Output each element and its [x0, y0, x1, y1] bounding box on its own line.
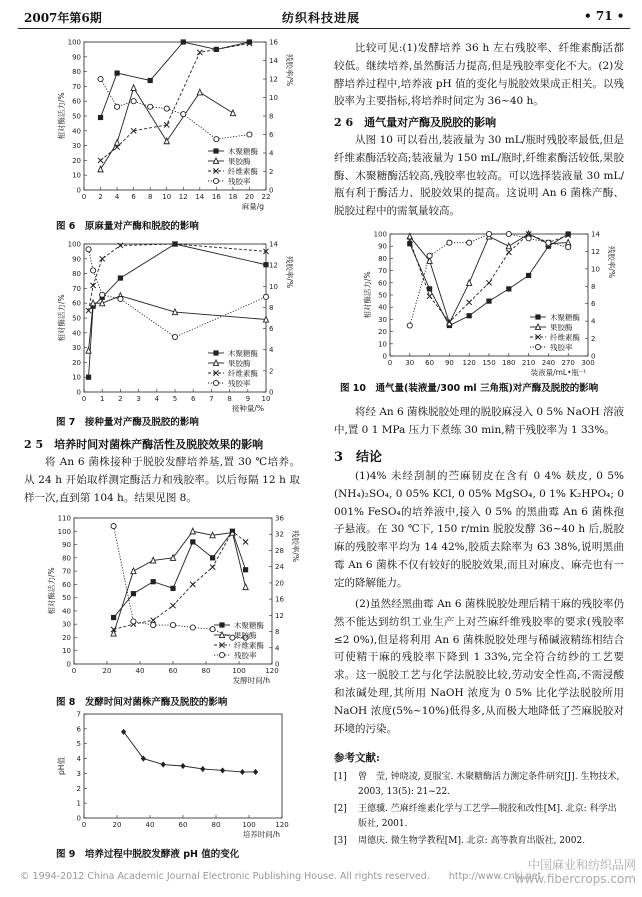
data-point	[181, 112, 186, 117]
data-point	[118, 275, 123, 280]
data-point	[467, 300, 472, 305]
data-point	[230, 110, 235, 116]
copyright-footer: © 1994-2012 China Academic Journal Electronic Publishing House. All rights reserved. http://www.cnki.net	[20, 871, 542, 882]
naoh-treatment: 将经 An 6 菌株脱胶处理的脱胶麻浸入 0 5% NaOH 溶液中,置 0 1 MPa 压力下煮练 30 min,精干残胶率为 1 33%。	[334, 406, 624, 436]
data-point	[114, 104, 119, 109]
data-point	[91, 283, 96, 288]
y2-tick-label: 0	[269, 388, 274, 397]
data-point	[210, 555, 215, 560]
data-point	[86, 247, 91, 252]
legend-marker	[213, 178, 218, 183]
y-tick-label: 110	[57, 514, 71, 523]
legend-label: 残胶率	[228, 379, 251, 388]
section-2-6-title: 2 6 通气量对产酶及脱胶的影响	[334, 116, 497, 129]
y-tick-label: 60	[72, 97, 81, 106]
x-tick-label: 4	[154, 395, 160, 403]
data-point	[263, 262, 268, 267]
data-point	[111, 615, 116, 620]
data-point	[181, 39, 186, 44]
x-tick-label: 60	[178, 821, 188, 829]
y-tick-label: 100	[373, 230, 387, 239]
conclusion-1: (1)4% 未经刮制的苎麻韧皮在含有 0 4% 麸皮, 0 5%(NH₄)₂SO₄, 0 05% KCl, 0 05% MgSO₄, 0 1% K₂HPO₄; 0 001% FeSO₄的培养液中,接入 0 5% 的黑曲霉 An 6 菌株孢子悬液。在 30 ℃下, 150 r/min 脱胶发酵 36~40 h 后,脱胶麻的残胶率平均为 14 42%,胶质去除率为 63 38%,说明黑曲霉 An 6 菌株不仅有较好的脱胶效果,而且对麻皮、麻壳也有一定的降解能力。	[334, 470, 624, 589]
y-tick-label: 100	[67, 38, 81, 47]
caption-fig8: 图 8 发酵时间对菌株产酶及脱胶的影响	[56, 697, 228, 708]
data-point	[118, 296, 123, 301]
legend-label: 残胶率	[234, 651, 257, 660]
y2-axis-label: 残胶率/%	[285, 53, 294, 87]
legend-label: 残胶率	[228, 177, 251, 186]
data-point	[98, 158, 103, 163]
data-point	[100, 256, 105, 261]
data-point	[210, 565, 215, 570]
y-tick-label: 6	[76, 725, 81, 734]
data-point	[200, 766, 205, 772]
x-tick-label: 120	[462, 359, 476, 367]
data-point	[148, 104, 153, 109]
y-tick-label: 1	[76, 799, 81, 808]
y-tick-label: 60	[62, 580, 71, 589]
legend-marker	[213, 380, 218, 385]
data-point	[170, 622, 175, 627]
x-axis-label: 培养时间/h	[242, 830, 280, 839]
y-tick-label: 100	[67, 240, 81, 249]
references-title: 参考文献:	[334, 752, 380, 764]
data-point	[190, 539, 195, 544]
data-point	[526, 273, 531, 278]
series-line	[101, 88, 233, 169]
y2-tick-label: 4	[269, 346, 274, 355]
data-point	[506, 250, 511, 255]
reference-item: [1] 曾 莹, 钟晓凌, 夏服宝. 木聚糖酶活力测定条件研究[J]. 生物技术, 2003, 13(5): 21~22.	[334, 772, 620, 797]
y-tick-label: 10	[72, 171, 81, 180]
y2-tick-label: 2	[591, 335, 596, 344]
y-tick-label: 20	[378, 328, 387, 337]
data-point	[98, 115, 103, 120]
data-point	[180, 763, 185, 769]
legend-marker	[219, 652, 224, 657]
y2-tick-label: 14	[269, 240, 278, 249]
y-tick-label: 100	[57, 527, 71, 536]
y2-tick-label: 6	[269, 131, 274, 139]
chart-fig10	[362, 228, 614, 378]
y-axis-label: 相对酶活力/%	[363, 271, 372, 319]
y2-tick-label: 16	[275, 595, 284, 604]
x-tick-label: 0	[387, 359, 393, 367]
series-line	[101, 42, 250, 117]
data-point	[131, 99, 136, 104]
x-axis-label: 装液量/mL•瓶⁻¹	[530, 368, 586, 377]
legend-label: 纤维素酶	[234, 641, 264, 650]
x-tick-label: 80	[201, 667, 211, 675]
data-point	[243, 567, 248, 572]
data-point	[172, 334, 177, 339]
chart-fig6	[56, 36, 292, 212]
y2-tick-label: 8	[275, 628, 280, 637]
legend-marker	[213, 148, 218, 153]
series-line	[114, 531, 246, 629]
y2-tick-label: 0	[269, 186, 274, 195]
y2-tick-label: 10	[591, 265, 600, 274]
legend-label: 果胶酶	[228, 359, 251, 368]
x-tick-label: 6	[131, 193, 136, 201]
x-tick-label: 60	[168, 667, 178, 675]
y-tick-label: 40	[72, 127, 81, 136]
legend-label: 纤维素酶	[550, 333, 580, 342]
x-tick-label: 80	[211, 821, 221, 829]
data-point	[263, 294, 268, 299]
data-point	[190, 582, 195, 587]
y-tick-label: 0	[66, 660, 71, 669]
x-tick-label: 16	[211, 193, 221, 201]
data-point	[164, 106, 169, 111]
x-tick-label: 300	[581, 359, 595, 367]
y-tick-label: 40	[62, 607, 71, 616]
y2-tick-label: 14	[269, 57, 278, 65]
y2-tick-label: 10	[269, 282, 278, 291]
series-line	[410, 234, 568, 323]
series-line	[124, 732, 256, 772]
y-tick-label: 40	[72, 329, 81, 338]
data-point	[220, 767, 225, 773]
legend-marker	[213, 350, 218, 355]
y2-tick-label: 6	[269, 325, 274, 334]
data-point	[131, 85, 136, 91]
x-tick-label: 3	[136, 395, 141, 403]
x-axis-label: 麻量/g	[241, 202, 264, 211]
y-tick-label: 0	[382, 352, 387, 361]
data-point	[467, 280, 472, 286]
legend-label: 纤维素酶	[228, 369, 258, 378]
y-tick-label: 20	[72, 156, 81, 165]
y2-tick-label: 24	[275, 563, 284, 572]
data-point	[447, 240, 452, 245]
x-tick-label: 1	[99, 395, 105, 403]
data-point	[546, 240, 551, 245]
x-tick-label: 8	[227, 395, 232, 403]
y-tick-label: 0	[76, 186, 81, 195]
caption-fig9: 图 9 培养过程中脱胶发酵液 pH 值的变化	[56, 849, 240, 860]
series-line	[101, 43, 250, 160]
y2-tick-label: 4	[275, 644, 280, 653]
data-point	[86, 375, 91, 380]
y-tick-label: 60	[72, 299, 81, 308]
data-point	[506, 286, 511, 291]
y-axis-label: 相对酶活力/%	[57, 294, 66, 342]
section-2-5-title: 2 5 培养时间对菌株产酶活性及脱胶效果的影响	[24, 438, 264, 451]
y2-tick-label: 0	[275, 660, 280, 669]
legend-label: 果胶酶	[228, 157, 251, 166]
data-point	[486, 280, 491, 285]
data-point	[197, 50, 202, 55]
y-tick-label: 30	[72, 344, 81, 353]
data-point	[427, 286, 432, 291]
data-point	[407, 323, 412, 328]
y-tick-label: 90	[72, 255, 81, 264]
x-tick-label: 10	[261, 395, 271, 403]
y-tick-label: 7	[76, 710, 81, 719]
x-tick-label: 10	[162, 193, 172, 201]
data-point	[486, 299, 491, 304]
x-tick-label: 7	[209, 395, 214, 403]
y-tick-label: 10	[378, 340, 387, 349]
y2-tick-label: 16	[269, 38, 278, 47]
x-tick-label: 5	[172, 395, 178, 403]
data-point	[214, 137, 219, 142]
y2-tick-label: 10	[269, 94, 278, 102]
page-number: • 71 •	[584, 9, 625, 23]
legend-marker	[219, 622, 224, 627]
header-rule	[18, 28, 630, 29]
x-tick-label: 30	[405, 359, 415, 367]
chart-fig8	[46, 512, 298, 686]
x-tick-label: 20	[112, 821, 122, 829]
x-tick-label: 9	[245, 395, 251, 403]
y-tick-label: 50	[72, 314, 81, 323]
y2-tick-label: 2	[269, 168, 274, 176]
x-tick-label: 120	[275, 821, 289, 829]
watermark: 中国麻业和纺织品网 www.fibercrops.com	[514, 858, 636, 886]
legend-label: 木聚糖酶	[234, 621, 264, 630]
y-tick-label: 0	[76, 814, 81, 823]
x-tick-label: 4	[114, 193, 120, 201]
x-tick-label: 8	[147, 193, 153, 201]
y2-tick-label: 8	[591, 282, 596, 291]
y-tick-label: 20	[72, 358, 81, 367]
x-tick-label: 90	[444, 359, 454, 367]
x-tick-label: 0	[81, 193, 87, 201]
x-tick-label: 40	[145, 821, 155, 829]
y-tick-label: 30	[72, 142, 81, 151]
data-point	[170, 603, 175, 608]
series-line	[89, 296, 266, 351]
legend-label: 果胶酶	[234, 631, 257, 640]
x-tick-label: 20	[102, 667, 112, 675]
x-tick-label: 270	[561, 359, 575, 367]
data-point	[486, 231, 491, 236]
y2-tick-label: 14	[591, 230, 600, 239]
y-tick-label: 70	[72, 284, 81, 293]
legend-label: 木聚糖酶	[228, 349, 258, 358]
y-tick-label: 70	[72, 82, 81, 91]
data-point	[161, 761, 166, 767]
legend-label: 果胶酶	[550, 323, 573, 332]
data-point	[506, 231, 511, 236]
caption-fig10: 图 10 通气量(装液量/300 ml 三角瓶)对产酶及脱胶的影响	[340, 383, 599, 394]
legend-marker	[535, 314, 540, 319]
series-line	[89, 244, 266, 311]
data-point	[427, 294, 432, 299]
data-point	[100, 292, 105, 297]
y2-tick-label: 28	[275, 546, 284, 555]
x-tick-label: 100	[232, 667, 246, 675]
data-point	[243, 539, 248, 544]
data-point	[111, 524, 116, 529]
y2-tick-label: 32	[275, 530, 284, 539]
data-point	[170, 586, 175, 591]
y2-tick-label: 2	[269, 367, 274, 376]
data-point	[243, 584, 248, 590]
chart-fig9	[56, 708, 292, 840]
x-tick-label: 20	[244, 193, 254, 201]
legend-label: 木聚糖酶	[550, 313, 580, 322]
y-axis-label: pH值	[57, 757, 66, 775]
data-point	[148, 78, 153, 83]
reference-item: [3] 周德庆. 微生物学教程[M]. 北京: 高等教育出版社, 2002.	[334, 836, 586, 846]
y2-tick-label: 4	[269, 149, 274, 158]
data-point	[467, 313, 472, 318]
data-point	[253, 769, 258, 775]
x-tick-label: 120	[265, 667, 279, 675]
x-tick-label: 18	[228, 193, 238, 201]
x-tick-label: 0	[81, 821, 87, 829]
data-point	[566, 244, 571, 249]
y-tick-label: 3	[76, 769, 81, 778]
legend-marker	[535, 344, 540, 349]
x-axis-label: 接种量/%	[231, 404, 264, 413]
y2-axis-label: 残胶率/%	[607, 245, 616, 279]
series-line	[410, 234, 568, 322]
x-tick-label: 2	[118, 395, 123, 403]
y-tick-label: 50	[378, 291, 387, 300]
data-point	[190, 625, 195, 630]
y-tick-label: 10	[62, 647, 71, 656]
legend-label: 残胶率	[550, 343, 573, 352]
y-tick-label: 10	[72, 373, 81, 382]
y-axis-label: 相对酶活力/%	[47, 567, 56, 615]
y-tick-label: 0	[76, 388, 81, 397]
y-tick-label: 90	[62, 541, 71, 550]
x-tick-label: 12	[178, 193, 188, 201]
y-tick-label: 90	[378, 242, 387, 251]
y-tick-label: 90	[72, 53, 81, 62]
y2-tick-label: 8	[269, 112, 274, 121]
y2-tick-label: 36	[275, 514, 284, 523]
y2-axis-label: 残胶率/%	[285, 255, 294, 289]
data-point	[131, 619, 136, 624]
series-line	[410, 234, 568, 326]
x-tick-label: 40	[135, 667, 145, 675]
y-tick-label: 50	[72, 112, 81, 121]
series-line	[114, 531, 246, 617]
x-tick-label: 6	[190, 395, 196, 403]
y-tick-label: 80	[62, 554, 71, 563]
series-line	[89, 249, 266, 337]
x-tick-label: 60	[425, 359, 435, 367]
x-tick-label: 14	[195, 193, 205, 201]
caption-fig7: 图 7 接种量对产酶及脱胶的影响	[56, 417, 199, 428]
y-tick-label: 30	[378, 315, 387, 324]
data-point	[131, 568, 136, 574]
x-tick-label: 210	[521, 359, 536, 367]
legend-label: 木聚糖酶	[228, 147, 258, 156]
data-point	[240, 769, 245, 775]
y2-tick-label: 6	[591, 300, 596, 309]
y2-tick-label: 4	[591, 317, 596, 326]
issue-number: 2007年第6期	[24, 11, 102, 25]
y-tick-label: 80	[72, 270, 81, 279]
data-point	[98, 76, 103, 81]
x-tick-label: 0	[81, 395, 87, 403]
x-tick-label: 180	[502, 359, 516, 367]
data-point	[91, 268, 96, 273]
y-tick-label: 20	[62, 633, 71, 642]
journal-name: 纺织科技进展	[282, 11, 361, 25]
y-tick-label: 50	[62, 594, 71, 603]
y-tick-label: 70	[378, 267, 387, 276]
data-point	[427, 253, 432, 258]
x-tick-label: 100	[242, 821, 256, 829]
y2-tick-label: 0	[591, 352, 596, 361]
caption-fig6: 图 6 原麻量对产酶和脱胶的影响	[56, 221, 199, 232]
x-tick-label: 240	[541, 359, 556, 367]
data-point	[151, 579, 156, 584]
data-point	[210, 627, 215, 632]
data-point	[151, 622, 156, 627]
section-3-title: 3 结论	[334, 450, 383, 465]
y2-tick-label: 12	[275, 611, 284, 620]
series-line	[114, 531, 246, 633]
data-point	[467, 240, 472, 245]
y-tick-label: 5	[76, 740, 81, 749]
y-tick-label: 80	[72, 68, 81, 77]
conclusion-2: (2)虽然经黑曲霉 An 6 菌株脱胶处理后精干麻的残胶率仍然不能达到纺织工业生产上对苎麻纤维残胶率的要求(残胶率≤2 0%),但是将利用 An 6 菌株脱胶处理与稀碱液精练相结合可使精干麻的残胶率下降到 1 33%,完全符合纺纱的工艺要求。这一脱胶工艺与化学法脱胶比较,劳动安全性高,不需浸酸和浓碱处理,其所用 NaOH 浓度为 0 5% 比化学法脱胶所用 NaOH 浓度(5%~10%)低得多,从而极大地降低了苎麻脱胶对环境的污染。	[334, 598, 624, 735]
y2-axis-label: 残胶率/%	[291, 529, 300, 563]
y-tick-label: 30	[62, 620, 71, 629]
chart-fig7	[56, 238, 292, 414]
y2-tick-label: 20	[275, 579, 284, 588]
y-tick-label: 4	[76, 755, 81, 764]
y2-tick-label: 12	[269, 75, 278, 84]
y2-tick-label: 8	[269, 303, 274, 312]
y-axis-label: 相对酶活力/%	[57, 92, 66, 140]
data-point	[114, 140, 119, 146]
data-point	[190, 528, 195, 534]
data-point	[526, 236, 531, 241]
references-list	[334, 770, 624, 851]
data-point	[197, 89, 202, 95]
x-tick-label: 2	[98, 193, 103, 201]
y-tick-label: 2	[76, 784, 81, 793]
data-point	[131, 591, 136, 596]
legend-label: 纤维素酶	[228, 167, 258, 176]
series-line	[410, 234, 568, 326]
x-tick-label: 22	[261, 193, 271, 201]
right-intro: 比较可见:(1)发酵培养 36 h 左右残胶率、纤维素酶活都较低。继续培养,虽然酶活力提高,但是残胶率变化不大。(2)发酵培养过程中,培养液 pH 值的变化与脱胶效果成正相关。以残胶率为主要指标,将培养时间定为 36~40 h。	[334, 42, 624, 108]
y-tick-label: 70	[62, 567, 71, 576]
y2-tick-label: 12	[269, 261, 278, 270]
data-point	[247, 132, 252, 137]
y-tick-label: 40	[378, 303, 387, 312]
x-tick-label: 150	[482, 359, 496, 367]
data-point	[506, 243, 511, 249]
x-axis-label: 发酵时间/h	[232, 676, 270, 685]
x-tick-label: 0	[71, 667, 77, 675]
y-tick-label: 80	[378, 254, 387, 263]
y-tick-label: 60	[378, 279, 387, 288]
section-2-5-body: 将 An 6 菌株接种于脱胶发酵培养基,置 30 ℃培养。从 24 h 开始取样测定酶活力和残胶率。以后每隔 12 h 取样一次,直到第 104 h。结果见图 8。	[24, 456, 300, 504]
y2-tick-label: 12	[591, 247, 600, 256]
data-point	[114, 70, 119, 75]
section-2-6-body: 从图 10 可以看出,装液量为 30 mL/瓶时残胶率最低,但是纤维素酶活较高;装液量为 150 mL/瓶时,纤维素酶活较低,果胶酶、木聚糖酶活较高,残胶率也较高。可以选择装液量 30 mL/瓶有利于酶活力、脱胶效果的提高。这说明 An 6 菌株产酶、脱胶过程中的需氧量较高。	[334, 134, 624, 218]
reference-item: [2] 王德骥. 苎麻纤维素化学与工艺学—脱胶和改性[M]. 北京: 科学出版社, 2001.	[334, 804, 617, 829]
